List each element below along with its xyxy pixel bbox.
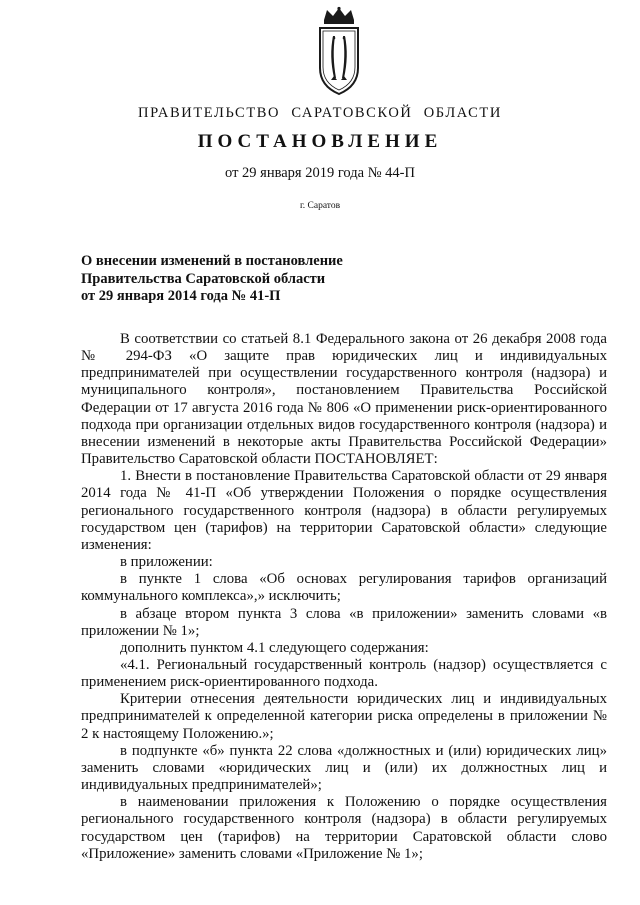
city-name: г. Саратов (299, 201, 341, 211)
body-paragraph: в приложении: (120, 554, 213, 571)
government-name: ПРАВИТЕЛЬСТВО САРАТОВСКОЙ ОБЛАСТИ (138, 105, 502, 121)
body-paragraph: в пункте 1 слова «Об основах регулирования тарифов организаций коммунального комплекса»,» исключить; (81, 571, 607, 605)
body-paragraph: в наименовании приложения к Положению о порядке осуществления регионального государственного контроля (надзора) в области регулируемых государством цен (тарифов) на территории Саратовской области слово «Приложение» заменить словами «Приложение № 1»; (81, 794, 607, 862)
document-type-title: ПОСТАНОВЛЕНИЕ (197, 131, 443, 152)
body-paragraph: дополнить пунктом 4.1 следующего содержания: (120, 639, 429, 656)
decree-subject (81, 253, 501, 306)
subject-line: Правительства Саратовской области (81, 270, 326, 287)
body-paragraph: В соответствии со статьей 8.1 Федерального закона от 26 декабря 2008 года № 294-ФЗ «О защите прав юридических лиц и индивидуальных предпринимателей при осуществлении государственного контроля (надзора) и муниципального контроля», постановлением Правительства Российской Федерации от 17 августа 2016 года № 806 «О применении риск-ориентированного подхода при организации отдельных видов государственного контроля (надзора) и внесении изменений в некоторые акты Правительства Российской Федерации» Правительство Саратовской области ПОСТАНОВЛЯЕТ: (81, 331, 607, 468)
body-paragraph: в абзаце втором пункта 3 слова «в приложении» заменить словами «в приложении № 1»; (81, 605, 607, 639)
coat-of-arms-emblem (314, 6, 364, 98)
body-paragraph: Критерии отнесения деятельности юридических лиц и индивидуальных предпринимателей к определенной категории риска определены в приложении № 2 к настоящему Положению.»; (81, 691, 607, 742)
body-paragraph: 1. Внести в постановление Правительства Саратовской области от 29 января 2014 года № 41-П «Об утверждении Положения о порядке осуществления регионального государственного контроля (надзора) в области регулируемых государством цен (тарифов) на территории Саратовской области» следующие изменения: (81, 468, 607, 553)
body-paragraph: в подпункте «б» пункта 22 слова «должностных и (или) юридических лиц» заменить словами «юридических лиц и (или) их должностных лиц и индивидуальных предпринимателей»; (81, 742, 607, 794)
decree-date-number: от 29 января 2019 года № 44-П (225, 165, 415, 181)
decree-body (81, 331, 607, 863)
subject-line: О внесении изменений в постановление (81, 253, 343, 269)
body-paragraph: «4.1. Региональный государственный контроль (надзор) осуществляется с применением риск-ориентированного подхода. (81, 656, 607, 691)
subject-line: от 29 января 2014 года № 41-П (81, 288, 281, 304)
